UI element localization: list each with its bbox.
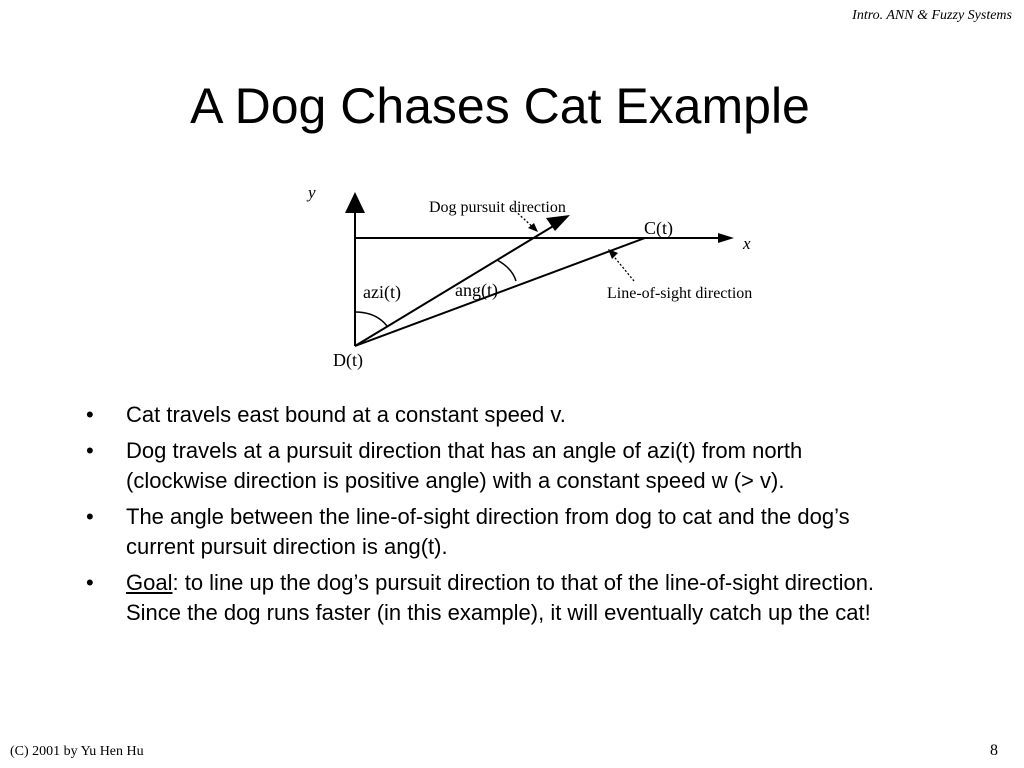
x-axis-label: x [743, 234, 751, 253]
bullet-text: Cat travels east bound at a constant speed v. [126, 402, 566, 427]
bullet-list [86, 400, 906, 634]
course-header: Intro. ANN & Fuzzy Systems [852, 8, 1012, 23]
bullet-item [86, 568, 906, 628]
x-axis-arrowhead [718, 233, 734, 243]
ang-arc [497, 260, 516, 281]
ang-label: ang(t) [455, 280, 498, 300]
bullet-marker: • [86, 402, 94, 427]
bullet-text: The angle between the line-of-sight direction from dog to cat and the dog’s current pursuit direction is ang(t). [126, 504, 850, 559]
bullet-item [86, 400, 906, 430]
slide-title: A Dog Chases Cat Example [190, 78, 810, 134]
bullet-text: Dog travels at a pursuit direction that has an angle of azi(t) from north (clockwise direction is positive angle) with a constant speed w (> v). [126, 438, 803, 493]
bullet-marker: • [86, 504, 94, 529]
bullet-marker: • [86, 438, 94, 463]
pursuit-direction-label: Dog pursuit direction [429, 199, 566, 216]
los-direction-label: Line-of-sight direction [607, 285, 753, 302]
dog-position-label: D(t) [333, 350, 363, 370]
bullet-item [86, 436, 906, 496]
bullet-marker: • [86, 570, 94, 595]
bullet-item [86, 502, 906, 562]
dog-chase-diagram [300, 178, 810, 378]
azi-arc [355, 312, 387, 326]
los-pointer [611, 253, 634, 281]
goal-label: Goal [126, 570, 173, 595]
bullet-text: : to line up the dog’s pursuit direction to that of the line-of-sight direction. Since the dog runs faster (in this example), it will eventually catch up the cat! [126, 570, 875, 625]
pursuit-pointer-arrowhead [528, 223, 538, 232]
page-number: 8 [990, 742, 998, 759]
cat-position-label: C(t) [644, 218, 673, 238]
copyright-footer: (C) 2001 by Yu Hen Hu [10, 744, 144, 759]
azi-label: azi(t) [363, 282, 401, 302]
y-axis-arrowhead [345, 192, 365, 213]
y-axis-label: y [308, 183, 316, 202]
